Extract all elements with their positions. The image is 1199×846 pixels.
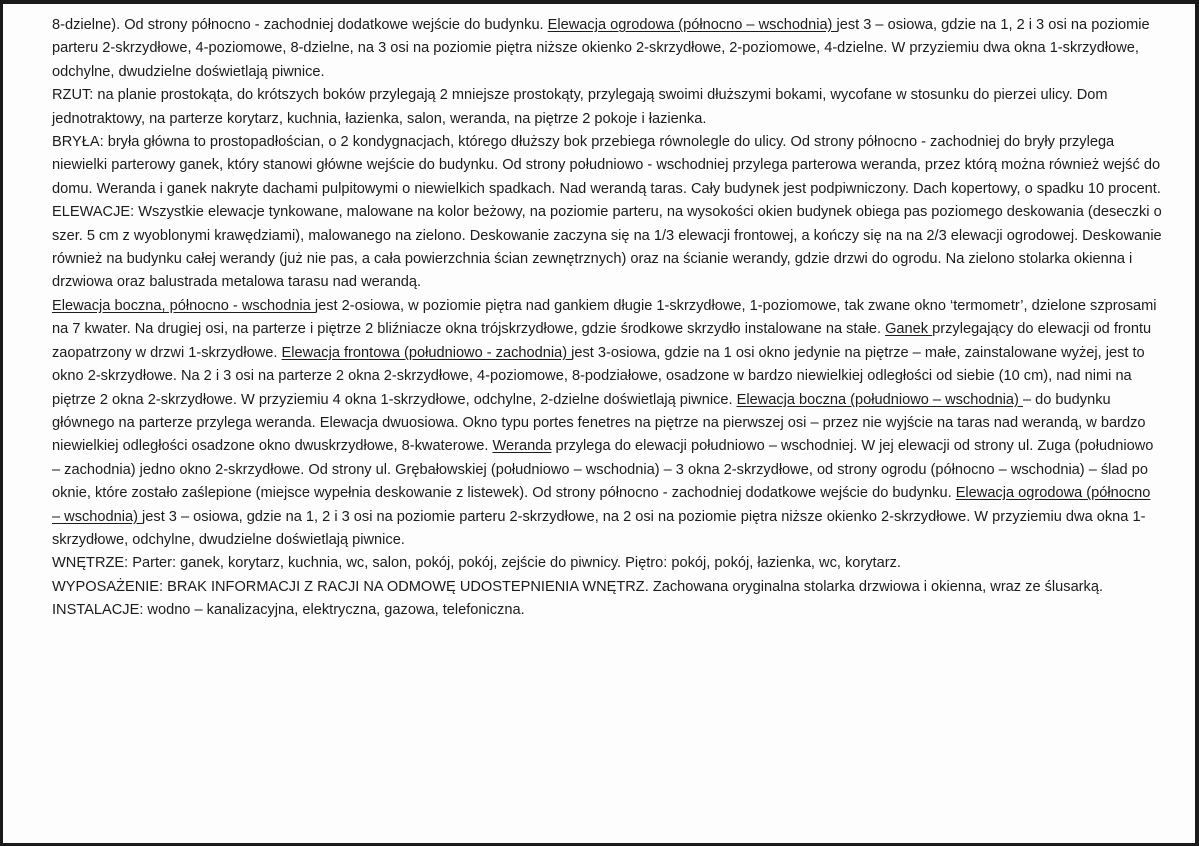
text-run: jest 3-osiowa, gdzie na 1 osi okno jedynie na piętrze – małe, zainstalowane wyżej, jest to okno 2-skrzydłowe. Na 2 i 3 osi na parterze 2 okna 2-skrzydłowe, 4-poziomowe, 8-podziałowe, osadzone w bardzo niewielkiej odległości od siebie (10 cm), nad nimi na piętrze 2 okna 2-skrzydłowe. W przyziemiu 4 okna 1-skrzydłowe, odchylne, 2-dzielne doświetlają piwnice. bbox=[52, 344, 1145, 408]
text-run: jest 2-osiowa, w poziomie piętra nad gankiem długie 1-skrzydłowe, 1-poziomowe, tak zwane okno ‘termometr’, dzielone szprosami na 7 kwater. Na drugiej osi, na parterze i piętrze 2 bliźniacze okna trójskrzydłowe, gdzie środkowe skrzydło instalowane na stałe. bbox=[52, 297, 1157, 338]
paragraph-rzut: RZUT: na planie prostokąta, do krótszych boków przylegają 2 mniejsze prostokąty, przylegają swoimi dłuższymi bokami, wycofane w stosunku do pierzei ulicy. Dom jednotraktowy, na parterze korytarz, kuchnia, łazienka, salon, weranda, na piętrze 2 pokoje i łazienka. bbox=[52, 87, 1108, 127]
heading-side-elevation-se: Elewacja boczna (południowo – wschodnia) bbox=[736, 391, 1023, 408]
paragraph-bryla: BRYŁA: bryła główna to prostopadłościan, o 2 kondygnacjach, którego dłuższy bok przebiega równolegle do ulicy. Od strony północno - zachodniej do bryły przylega niewielki parterowy ganek, który stanowi główne wejście do budynku. Od strony południowo - wschodniej przylega parterowa weranda, przez którą można również wejść do domu. Weranda i ganek nakryte dachami pulpitowymi o niewielkich spadkach. Nad werandą taras. Cały budynek jest podpiwniczony. Dach kopertowy, o spadku 10 procent. bbox=[52, 134, 1161, 197]
paragraph-elewacje: ELEWACJE: Wszystkie elewacje tynkowane, malowane na kolor beżowy, na poziomie parteru, na wysokości okien budynek obiega pas poziomego deskowania (deseczki o szer. 5 cm z wyoblonymi krawędziami), malowanego na zielono. Deskowanie zaczyna się na 1/3 elewacji frontowej, a kończy się na na 2/3 elewacji ogrodowej. Deskowanie również na budynku całej werandy (już nie pas, a cała powierzchnia ścian zewnętrznych) oraz na ścianie werandy, gdzie drzwi do ogrodu. Na zielono stolarka okienna i drzwiowa oraz balustrada metalowa tarasu nad werandą. bbox=[52, 204, 1162, 291]
text-run: jest 3 – osiowa, gdzie na 1, 2 i 3 osi na poziomie parteru 2-skrzydłowe, na 2 osi na poziomie piętra niższe okienko 2-skrzydłowe. W przyziemiu dwa okna 1-skrzydłowe, odchylne, dwudzielne doświetlają piwnice. bbox=[52, 508, 1146, 548]
text-run: 8-dzielne). Od strony północno - zachodniej dodatkowe wejście do budynku. bbox=[52, 17, 548, 33]
heading-ganek: Ganek bbox=[885, 321, 933, 338]
paragraph-garden-elevation bbox=[52, 14, 1162, 84]
paragraph-wnetrze: WNĘTRZE: Parter: ganek, korytarz, kuchnia, wc, salon, pokój, pokój, zejście do piwnicy. Piętro: pokój, pokój, łazienka, wc, korytarz. bbox=[52, 555, 901, 572]
text-run: przylega do elewacji południowo – wschodniej. W jej elewacji od strony ul. Zuga (południowo – zachodnia) jedno okno 2-skrzydłowe. Od strony ul. Grębałowskiej (południowo – wschodnia) – 3 okna 2-skrzydłowe, od strony ogrodu (północno – wschodnia) – ślad po oknie, które zostało zaślepione (miejsce wypełnia deskowanie z listewek). Od strony północno - zachodniej dodatkowe wejście do budynku. bbox=[52, 438, 1154, 502]
text-run: – do budynku głównego na parterze przylega weranda. Elewacja dwuosiowa. Okno typu portes fenetres na piętrze na pierwszej osi – przez nie wyjście na taras nad werandą, w bardzo niewielkiej odległości osadzone okno dwuskrzydłowe, 8-kwaterowe. bbox=[52, 391, 1146, 455]
paragraph-instalacje: INSTALACJE: wodno – kanalizacyjna, elektryczna, gazowa, telefoniczna. bbox=[52, 602, 525, 619]
paragraph-wyposazenie: WYPOSAŻENIE: BRAK INFORMACJI Z RACJI NA ODMOWĘ UDOSTEPNIENIA WNĘTRZ. Zachowana oryginalna stolarka drzwiowa i okienna, wraz ze ślusarką. bbox=[52, 578, 1104, 595]
heading-side-elevation-ne: Elewacja boczna, północno - wschodnia bbox=[52, 297, 315, 314]
scan-border-top bbox=[0, 0, 1199, 4]
document-body bbox=[52, 14, 1162, 623]
heading-weranda: Weranda bbox=[492, 438, 552, 455]
text-run: przylegający do elewacji od frontu zaopatrzony w drzwi 1-skrzydłowe. bbox=[52, 321, 1152, 361]
scan-border-right bbox=[1195, 0, 1199, 846]
scan-border-left bbox=[0, 0, 3, 846]
heading-garden-elevation: Elewacja ogrodowa (północno – wschodnia) bbox=[547, 17, 837, 33]
paragraph-elevations-detail bbox=[52, 295, 1162, 552]
text-run: jest 3 – osiowa, gdzie na 1, 2 i 3 osi na poziomie parteru 2-skrzydłowe, 4-poziomowe, 8-dzielne, na 3 osi na poziomie piętra niższe okienko 2-skrzydłowe, 2-poziomowe, 4-dzielne. W przyziemiu dwa okna 1-skrzydłowe, odchylne, dwudzielne doświetlają piwnice. bbox=[52, 17, 1150, 80]
heading-garden-elevation-2: Elewacja ogrodowa (północno – wschodnia) bbox=[52, 485, 1151, 525]
heading-front-elevation: Elewacja frontowa (południowo - zachodnia) bbox=[281, 344, 572, 361]
